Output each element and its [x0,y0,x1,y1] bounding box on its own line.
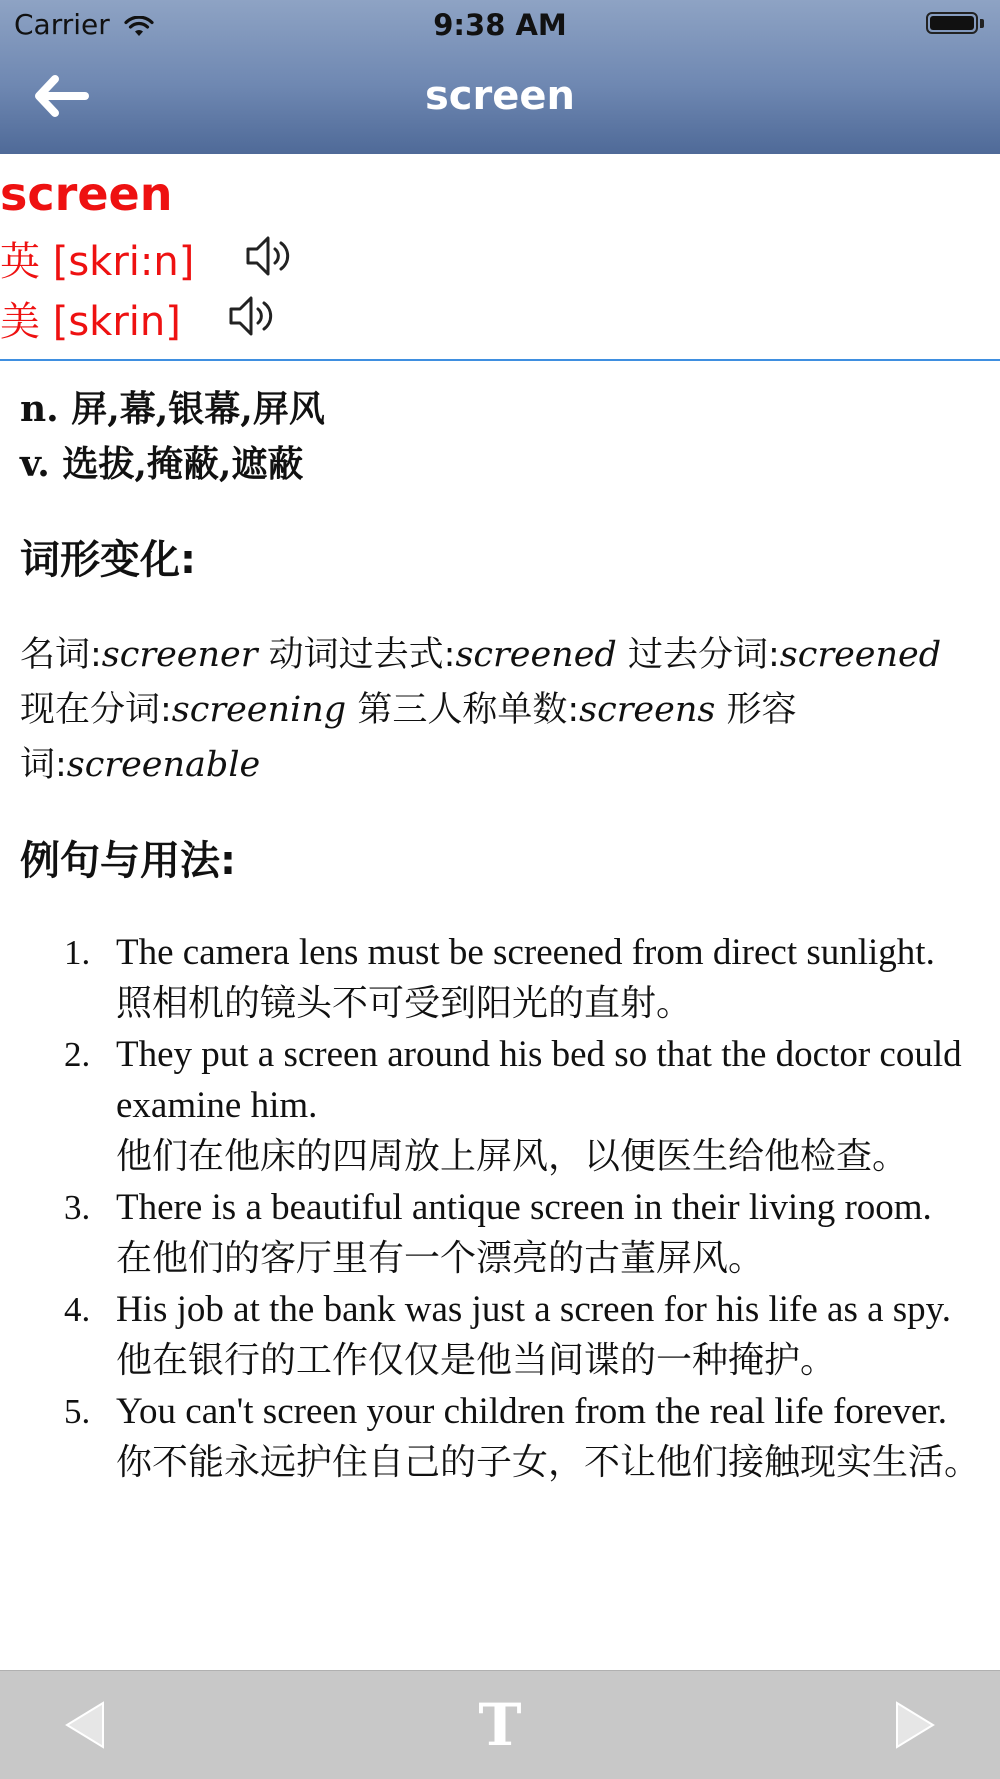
form-value: screenable [66,745,261,785]
next-word-button[interactable] [870,1671,960,1779]
us-speaker-icon[interactable] [227,292,279,352]
example-chinese: 他在银行的工作仅仅是他当间谍的一种掩护。 [116,1340,837,1381]
list-item [20,1182,980,1284]
us-pronunciation: 美 [skrin] [0,299,181,345]
example-english: The camera lens must be screened from direct sunlight. [116,932,935,973]
form-label: 形容词: [20,690,797,785]
form-label: 动词过去式: [268,635,456,675]
headword: screen [0,167,173,221]
example-chinese: 在他们的客厅里有一个漂亮的古董屏风。 [116,1238,765,1279]
examples-title: 例句与用法: [20,838,236,884]
bottom-toolbar [0,1670,1000,1779]
font-label: T [478,1691,522,1759]
form-label: 名词: [20,635,102,675]
definition-noun: n. 屏,幕,银幕,屏风 [20,388,325,430]
previous-word-button[interactable] [40,1671,130,1779]
example-chinese: 你不能永远护住自己的子女，不让他们接触现实生活。 [116,1442,981,1483]
list-item [20,1386,980,1488]
navigation-header [0,0,1000,154]
carrier-label: Carrier [14,8,110,41]
triangle-right-icon [893,1699,937,1751]
example-english: His job at the bank was just a screen for his life as a spy. [116,1289,952,1330]
example-english: There is a beautiful antique screen in their living room. [116,1187,932,1228]
example-english: You can't screen your children from the real life forever. [116,1391,947,1432]
form-label: 第三人称单数: [357,690,580,730]
back-button[interactable] [28,68,94,124]
status-bar [0,0,1000,50]
list-item [20,1029,980,1182]
form-label: 现在分词: [20,690,172,730]
word-forms [20,628,980,793]
definition-content [20,382,980,1488]
us-pronunciation-row [0,292,279,352]
example-chinese: 他们在他床的四周放上屏风，以便医生给他检查。 [116,1136,909,1177]
word-forms-title: 词形变化: [20,537,196,583]
example-chinese: 照相机的镜头不可受到阳光的直射。 [116,983,693,1024]
example-english: They put a screen around his bed so that the doctor could examine him. [116,1034,962,1126]
font-size-button[interactable] [455,1671,545,1779]
uk-pronunciation-row [0,232,296,292]
battery-icon [926,12,986,36]
triangle-left-icon [63,1699,107,1751]
example-number: 1. [64,933,91,972]
form-value: screens [579,690,716,730]
form-value: screened [779,635,942,675]
form-label: 过去分词: [627,635,780,675]
example-number: 3. [64,1188,91,1227]
arrow-left-icon [33,75,89,117]
example-list [20,927,980,1488]
form-value: screened [455,635,617,675]
example-number: 2. [64,1035,91,1074]
form-value: screener [101,635,258,675]
page-title: screen [425,73,575,119]
header-divider [0,359,1000,361]
example-number: 4. [64,1290,91,1329]
example-number: 5. [64,1392,91,1431]
list-item [20,1284,980,1386]
definition-verb: v. 选拔,掩蔽,遮蔽 [20,443,304,485]
uk-pronunciation: 英 [skri:n] [0,239,195,285]
list-item [20,927,980,1029]
form-value: screening [171,690,347,730]
status-time: 9:38 AM [433,8,567,42]
uk-speaker-icon[interactable] [244,232,296,292]
